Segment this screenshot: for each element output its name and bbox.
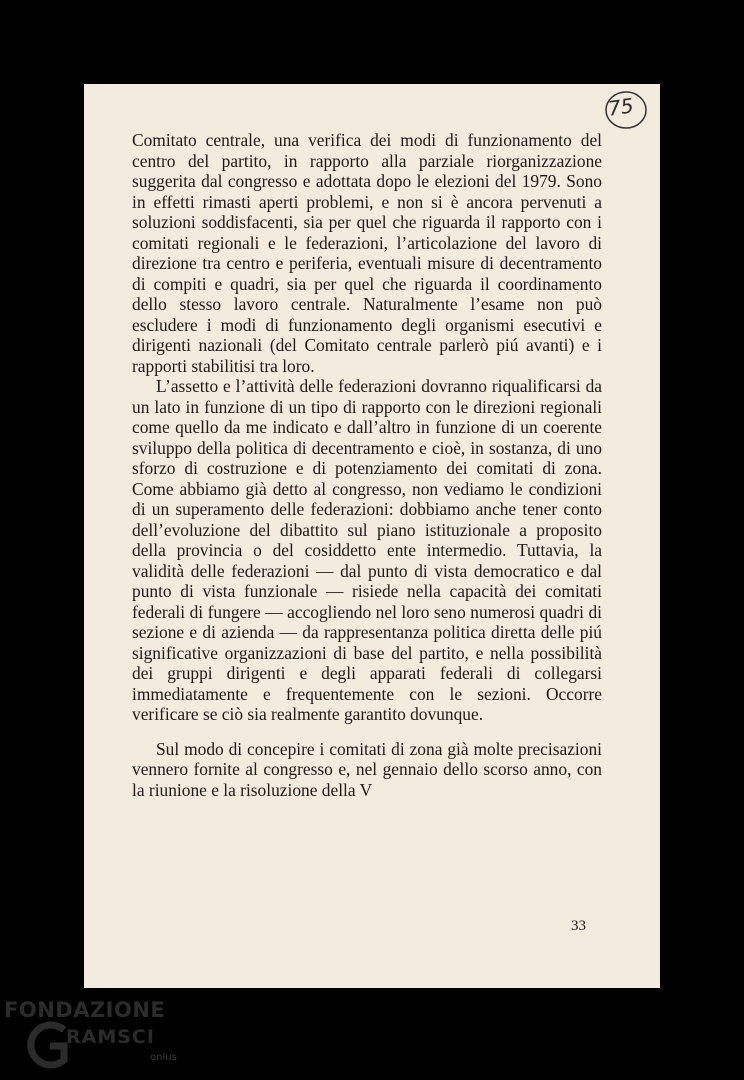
page-number: 33	[571, 918, 586, 934]
logo-g-icon	[26, 1020, 70, 1070]
logo-line-2: RAMSCI	[66, 1026, 155, 1048]
paragraph-2: L’assetto e l’attività delle federazioni dovranno riqualificarsi da un lato in funzione di un tipo di rapporto con le direzioni regionali come quello da me indicato e dall’altro in funzione di un coerente sviluppo della politica di decentramento e cioè, in sostanza, di uno sforzo di costruzione e di potenziamento dei comitati di zona. Come abbiamo già detto al congresso, non vediamo le condizioni di un superamento delle federazioni: dobbiamo anche tener conto dell’evoluzione del dibattito sul piano istituzionale a proposito della provincia o del cosiddetto ente intermedio. Tuttavia, la validità delle federazioni — dal punto di vista democratico e dal punto di vista funzionale — risiede nella capacità dei comitati federali di fungere — accogliendo nel loro seno numerosi quadri di sezione e di azienda — da rappresentanza politica diretta delle piú significative organizzazioni di base del partito, e nella possibilità dei gruppi dirigenti e degli apparati federali di collegarsi immediatamente e frequentemente con le sezioni. Occorre verificare se ciò sia realmente garantito dovunque.	[132, 376, 602, 724]
paragraph-1: Comitato centrale, una verifica dei modi di funzionamento del centro del partito, in rapporto alla parziale riorganizzazione suggerita dal congresso e adottata dopo le elezioni del 1979. Sono in effetti rimasti aperti problemi, e non si è ancora pervenuti a soluzioni soddisfacenti, sia per quel che riguarda il rapporto con i comitati regionali e le federazioni, l’articolazione del lavoro di direzione tra centro e periferia, eventuali misure di decentramento di compiti e quadri, sia per quel che riguarda il coordinamento dello stesso lavoro centrale. Naturalmente l’esame non può escludere i modi di funzionamento degli organismi esecutivi e dirigenti nazionali (del Comitato centrale parlerò piú avanti) e i rapporti stabilitisi tra loro.	[132, 130, 602, 376]
document-page	[84, 84, 660, 988]
paragraph-3: Sul modo di concepire i comitati di zona già molte precisazioni vennero fornite al congresso e, nel gennaio dello scorso anno, con la riunione e la risoluzione della V	[132, 738, 602, 800]
archive-number-mark	[602, 88, 652, 132]
fondazione-gramsci-logo	[4, 998, 184, 1078]
archive-number: 75	[606, 93, 635, 121]
body-text	[132, 130, 602, 800]
logo-line-3: onlus	[150, 1052, 177, 1063]
logo-line-1: FONDAZIONE	[4, 998, 166, 1022]
